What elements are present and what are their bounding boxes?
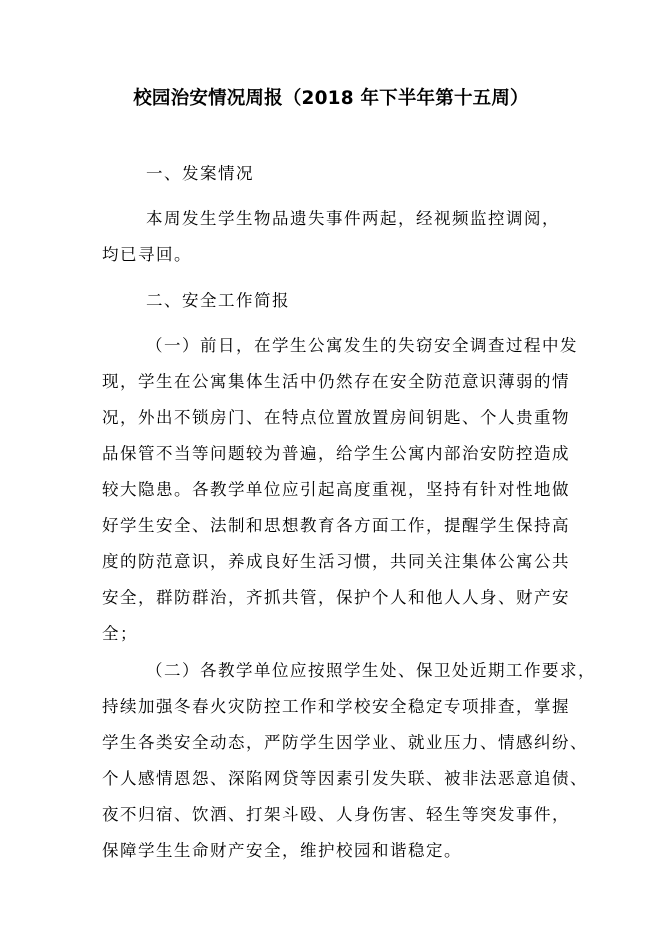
paragraph-line: 均已寻回。 [102,245,192,264]
paragraph-line: 全； [102,624,138,643]
paragraph-line: 持续加强冬春火灾防控工作和学校安全稳定专项排查，掌握 [102,697,570,716]
paragraph-line: 保障学生生命财产安全，维护校园和谐稳定。 [102,841,462,860]
paragraph-line: 度的防范意识，养成良好生活习惯，共同关注集体公寓公共 [102,552,570,571]
paragraph-line: 好学生安全、法制和思想教育各方面工作，提醒学生保持高 [102,516,570,535]
document-title: 校园治安情况周报（2018 年下半年第十五周） [133,88,529,109]
paragraph-line: 本周发生学生物品遗失事件两起，经视频监控调阅， [146,209,560,228]
paragraph-line: 个人感情恩怨、深陷网贷等因素引发失联、被非法恶意追债、 [102,769,588,788]
paragraph-line: 品保管不当等问题较为普遍，给学生公寓内部治安防控造成 [102,444,570,463]
section-heading-case-status: 一、发案情况 [146,164,254,183]
paragraph-line: 夜不归宿、饮酒、打架斗殴、人身伤害、轻生等突发事件， [102,805,570,824]
paragraph-line: 现，学生在公寓集体生活中仍然存在安全防范意识薄弱的情 [102,372,570,391]
paragraph-line: （二）各教学单位应按照学生处、保卫处近期工作要求， [146,661,596,680]
paragraph-line: 较大隐患。各教学单位应引起高度重视，坚持有针对性地做 [102,480,570,499]
paragraph-line: 安全，群防群治，齐抓共管，保护个人和他人人身、财产安 [102,588,570,607]
paragraph-line: 况，外出不锁房门、在特点位置放置房间钥匙、个人贵重物 [102,408,570,427]
paragraph-line: （一）前日，在学生公寓发生的失窃安全调查过程中发 [146,336,578,355]
paragraph-line: 学生各类安全动态，严防学生因学业、就业压力、情感纠纷、 [102,733,588,752]
section-heading-safety-brief: 二、安全工作简报 [146,291,290,310]
